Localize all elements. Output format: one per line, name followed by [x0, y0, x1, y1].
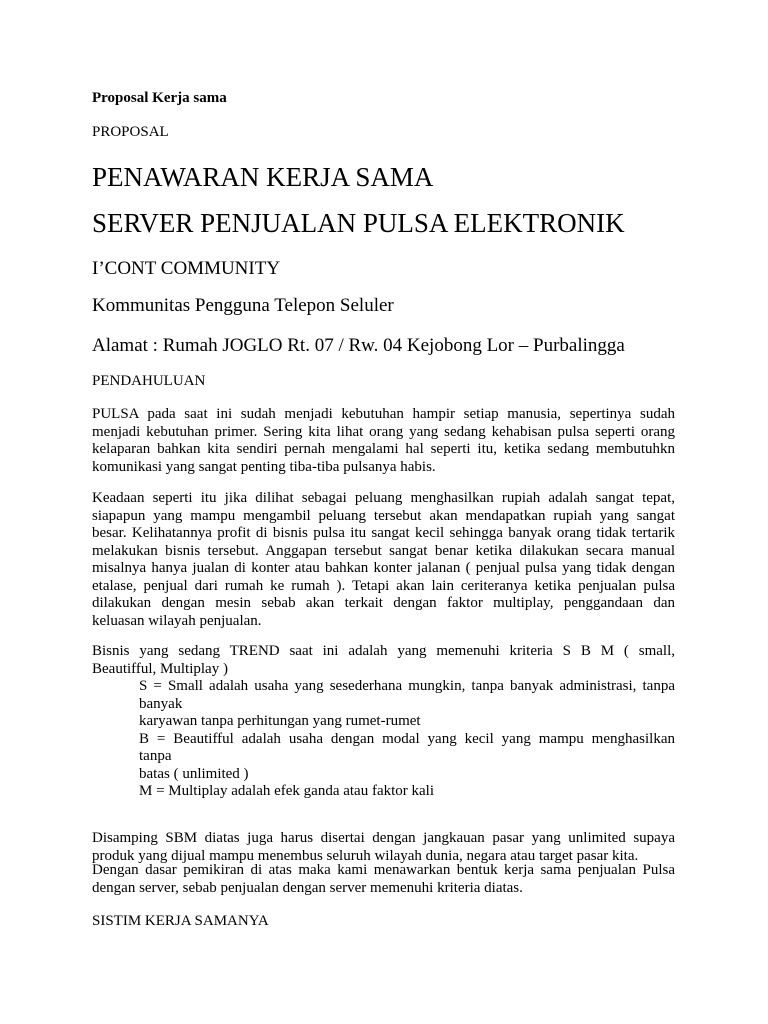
- list-item: S = Small adalah usaha yang sesederhana mungkin, tanpa banyak administrasi, tanpa: [139, 678, 675, 694]
- section-heading-sistim-kerja: SISTIM KERJA SAMANYA: [92, 913, 269, 929]
- list-item: karyawan tanpa perhitungan yang rumet-rumet: [139, 713, 421, 729]
- paragraph-line: PULSA pada saat ini sudah menjadi kebutuhan hampir setiap manusia, sepertinya sudah: [92, 406, 675, 422]
- paragraph-line: Bisnis yang sedang TREND saat ini adalah yang memenuhi kriteria S B M ( small,: [92, 643, 675, 659]
- organization-description: Kommunitas Pengguna Telepon Seluler: [92, 295, 394, 316]
- paragraph-line: Dengan dasar pemikiran di atas maka kami menawarkan bentuk kerja sama penjualan Pulsa: [92, 862, 675, 878]
- paragraph-line: kelaparan bahkan kita sendiri pernah mengalami hal seperti itu, ketika sedang membutuhkn: [92, 441, 675, 457]
- paragraph-line: komunikasi yang sangat penting tiba-tiba pulsanya habis.: [92, 458, 436, 475]
- paragraph-offer: [92, 862, 675, 897]
- title-line-2: SERVER PENJUALAN PULSA ELEKTRONIK: [92, 208, 625, 238]
- paragraph-market-reach: [92, 830, 675, 865]
- paragraph-line: besar. Kelihatannya profit di bisnis pulsa itu sangat kecil sehingga banyak orang tidak tertarik: [92, 525, 675, 541]
- paragraph-line: misalnya hanya jualan di konter atau bahkan konter jalanan ( penjual pulsa yang tidak dengan: [92, 560, 675, 576]
- organization-name: I’CONT COMMUNITY: [92, 258, 281, 279]
- sbm-criteria-list: [139, 678, 675, 801]
- list-item: banyak: [139, 695, 183, 712]
- address-line: Alamat : Rumah JOGLO Rt. 07 / Rw. 04 Kejobong Lor – Purbalingga: [92, 335, 625, 356]
- paragraph-opportunity: [92, 490, 675, 630]
- paragraph-line: dilakukan dengan mesin sebab akan terkait dengan faktor multiplay, penggandaan dan: [92, 595, 675, 611]
- paragraph-line: menjadi kebutuhan primer. Sering kita lihat orang yang sedang kehabisan pulsa seperti orang: [92, 423, 675, 440]
- document-header: Proposal Kerja sama: [92, 90, 227, 106]
- title-line-1: PENAWARAN KERJA SAMA: [92, 162, 434, 192]
- proposal-label: PROPOSAL: [92, 124, 169, 140]
- list-item: tanpa: [139, 748, 172, 764]
- paragraph-line: keluasan wilayah penjualan.: [92, 612, 262, 629]
- paragraph-line: Beautifful, Multiplay ): [92, 660, 228, 677]
- paragraph-line: melakukan bisnis tersebut. Anggapan tersebut sangat benar ketika dilakukan secara manual: [92, 542, 675, 559]
- paragraph-trend: [92, 643, 675, 678]
- paragraph-line: Disamping SBM diatas juga harus disertai dengan jangkauan pasar yang unlimited supaya: [92, 830, 675, 846]
- paragraph-line: produk yang dijual mampu menembus seluruh wilayah dunia, negara atau target pasar kita.: [92, 847, 639, 864]
- list-item: B = Beautifful adalah usaha dengan modal yang kecil yang mampu menghasilkan: [139, 730, 675, 747]
- list-item: batas ( unlimited ): [139, 765, 249, 782]
- paragraph-line: etalase, penjual dari rumah ke rumah ). Tetapi akan lain ceriteranya ketika penjualan pulsa: [92, 577, 675, 594]
- section-heading-pendahuluan: PENDAHULUAN: [92, 373, 206, 389]
- paragraph-line: dengan server, sebab penjualan dengan server memenuhi kriteria diatas.: [92, 879, 523, 896]
- list-item: M = Multiplay adalah efek ganda atau faktor kali: [139, 783, 435, 799]
- paragraph-intro: [92, 406, 675, 476]
- paragraph-line: siapapun yang mampu mengambil peluang tersebut akan mendapatkan rupiah yang sangat: [92, 507, 675, 524]
- paragraph-line: Keadaan seperti itu jika dilihat sebagai peluang menghasilkan rupiah adalah sangat tepat,: [92, 490, 675, 506]
